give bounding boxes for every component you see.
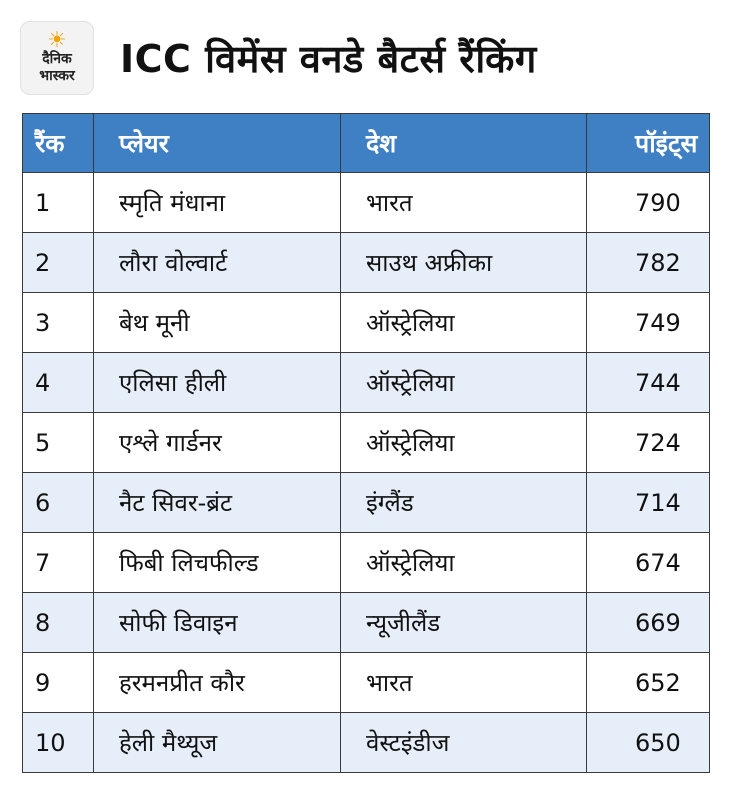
country-cell: ऑस्ट्रेलिया (341, 413, 587, 473)
rank-cell: 6 (23, 473, 94, 533)
country-cell: साउथ अफ्रीका (341, 233, 587, 293)
table-header-row (23, 114, 710, 173)
country-cell: ऑस्ट्रेलिया (341, 533, 587, 593)
player-cell: लौरा वोल्वार्ट (94, 233, 341, 293)
table-row (23, 173, 710, 233)
points-cell: 714 (587, 473, 710, 533)
column-header-points: पॉइंट्स (587, 114, 710, 173)
country-cell: इंग्लैंड (341, 473, 587, 533)
player-cell: हरमनप्रीत कौर (94, 653, 341, 713)
column-header-player: प्लेयर (94, 114, 341, 173)
player-cell: फिबी लिचफील्ड (94, 533, 341, 593)
table-row (23, 713, 710, 773)
rank-cell: 9 (23, 653, 94, 713)
table-row (23, 473, 710, 533)
dainik-bhaskar-logo (20, 21, 94, 95)
player-cell: नैट सिवर-ब्रंट (94, 473, 341, 533)
points-cell: 744 (587, 353, 710, 413)
table-row (23, 233, 710, 293)
points-cell: 650 (587, 713, 710, 773)
rank-cell: 1 (23, 173, 94, 233)
country-cell: भारत (341, 653, 587, 713)
country-cell: न्यूजीलैंड (341, 593, 587, 653)
points-cell: 782 (587, 233, 710, 293)
points-cell: 790 (587, 173, 710, 233)
points-cell: 669 (587, 593, 710, 653)
sun-icon: ☀ (47, 28, 67, 53)
player-cell: सोफी डिवाइन (94, 593, 341, 653)
rank-cell: 4 (23, 353, 94, 413)
player-cell: एश्ले गार्डनर (94, 413, 341, 473)
player-cell: स्मृति मंधाना (94, 173, 341, 233)
table-row (23, 593, 710, 653)
rank-cell: 8 (23, 593, 94, 653)
table-row (23, 413, 710, 473)
rank-cell: 7 (23, 533, 94, 593)
rank-cell: 2 (23, 233, 94, 293)
rank-cell: 5 (23, 413, 94, 473)
country-cell: भारत (341, 173, 587, 233)
table-row (23, 653, 710, 713)
points-cell: 724 (587, 413, 710, 473)
points-cell: 652 (587, 653, 710, 713)
column-header-rank: रैंक (23, 114, 94, 173)
points-cell: 674 (587, 533, 710, 593)
page-title: ICC विमेंस वनडे बैटर्स रैंकिंग (120, 37, 537, 81)
country-cell: ऑस्ट्रेलिया (341, 293, 587, 353)
rank-cell: 3 (23, 293, 94, 353)
player-cell: हेली मैथ्यूज (94, 713, 341, 773)
logo-line-1: दैनिक (42, 51, 72, 67)
table-row (23, 353, 710, 413)
rankings-table (22, 113, 710, 773)
player-cell: बेथ मूनी (94, 293, 341, 353)
player-cell: एलिसा हीली (94, 353, 341, 413)
logo-line-2: भास्कर (39, 68, 75, 84)
rank-cell: 10 (23, 713, 94, 773)
header (20, 18, 710, 98)
column-header-country: देश (341, 114, 587, 173)
country-cell: वेस्टइंडीज (341, 713, 587, 773)
country-cell: ऑस्ट्रेलिया (341, 353, 587, 413)
points-cell: 749 (587, 293, 710, 353)
table-row (23, 533, 710, 593)
table-row (23, 293, 710, 353)
